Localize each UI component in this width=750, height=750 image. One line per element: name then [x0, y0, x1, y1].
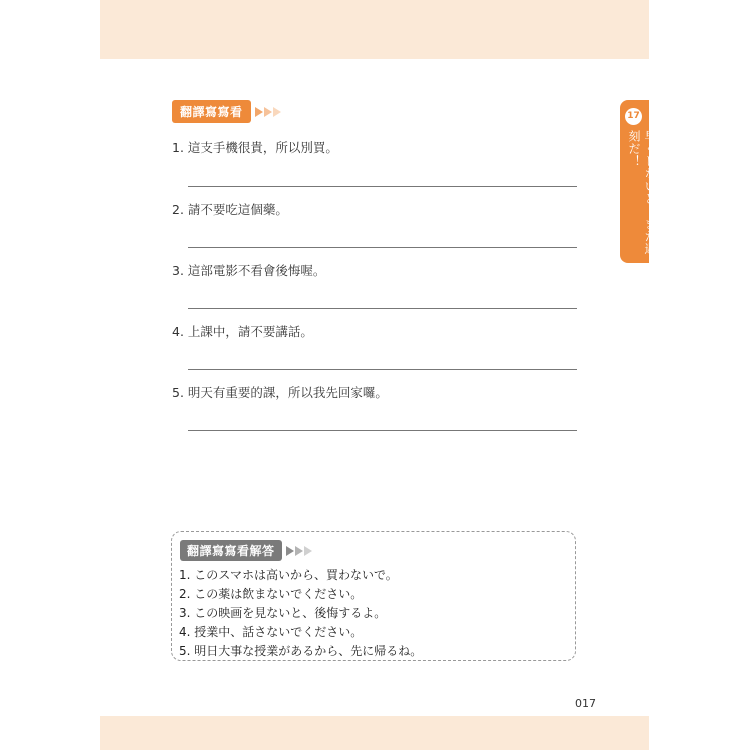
answer-line-4[interactable]	[188, 369, 577, 370]
section-header	[172, 100, 282, 123]
answer-title: 翻譯寫寫看解答	[180, 540, 282, 561]
answer-1: 1. このスマホは高いから、買わないで。	[179, 568, 398, 582]
answer-3: 3. この映画を見ないと、後悔するよ。	[179, 606, 387, 620]
answer-line-5[interactable]	[188, 430, 577, 431]
question-2: 2. 請不要吃這個藥。	[172, 202, 288, 217]
question-1: 1. 這支手機很貴，所以別買。	[172, 140, 338, 155]
book-page	[100, 0, 657, 750]
page-number: 017	[575, 697, 596, 710]
chapter-side-tab	[620, 100, 657, 263]
question-5: 5. 明天有重要的課，所以我先回家囉。	[172, 385, 388, 400]
bottom-band	[100, 716, 649, 750]
answer-5: 5. 明日大事な授業があるから、先に帰るね。	[179, 644, 423, 658]
answer-line-2[interactable]	[188, 247, 577, 248]
chapter-number: 17	[625, 108, 642, 125]
answer-line-3[interactable]	[188, 308, 577, 309]
answer-box	[171, 531, 576, 661]
answer-4: 4. 授業中、話さないでください。	[179, 625, 363, 639]
answer-header	[180, 540, 313, 561]
question-4: 4. 上課中，請不要講話。	[172, 324, 313, 339]
top-band	[100, 0, 649, 59]
section-title: 翻譯寫寫看	[172, 100, 251, 123]
arrow-icon	[286, 546, 313, 556]
arrow-icon	[255, 107, 282, 117]
answer-2: 2. この薬は飲まないでください。	[179, 587, 363, 601]
chapter-title: 早くしないと、また遅刻だ！	[627, 130, 657, 255]
question-3: 3. 這部電影不看會後悔喔。	[172, 263, 326, 278]
answer-line-1[interactable]	[188, 186, 577, 187]
